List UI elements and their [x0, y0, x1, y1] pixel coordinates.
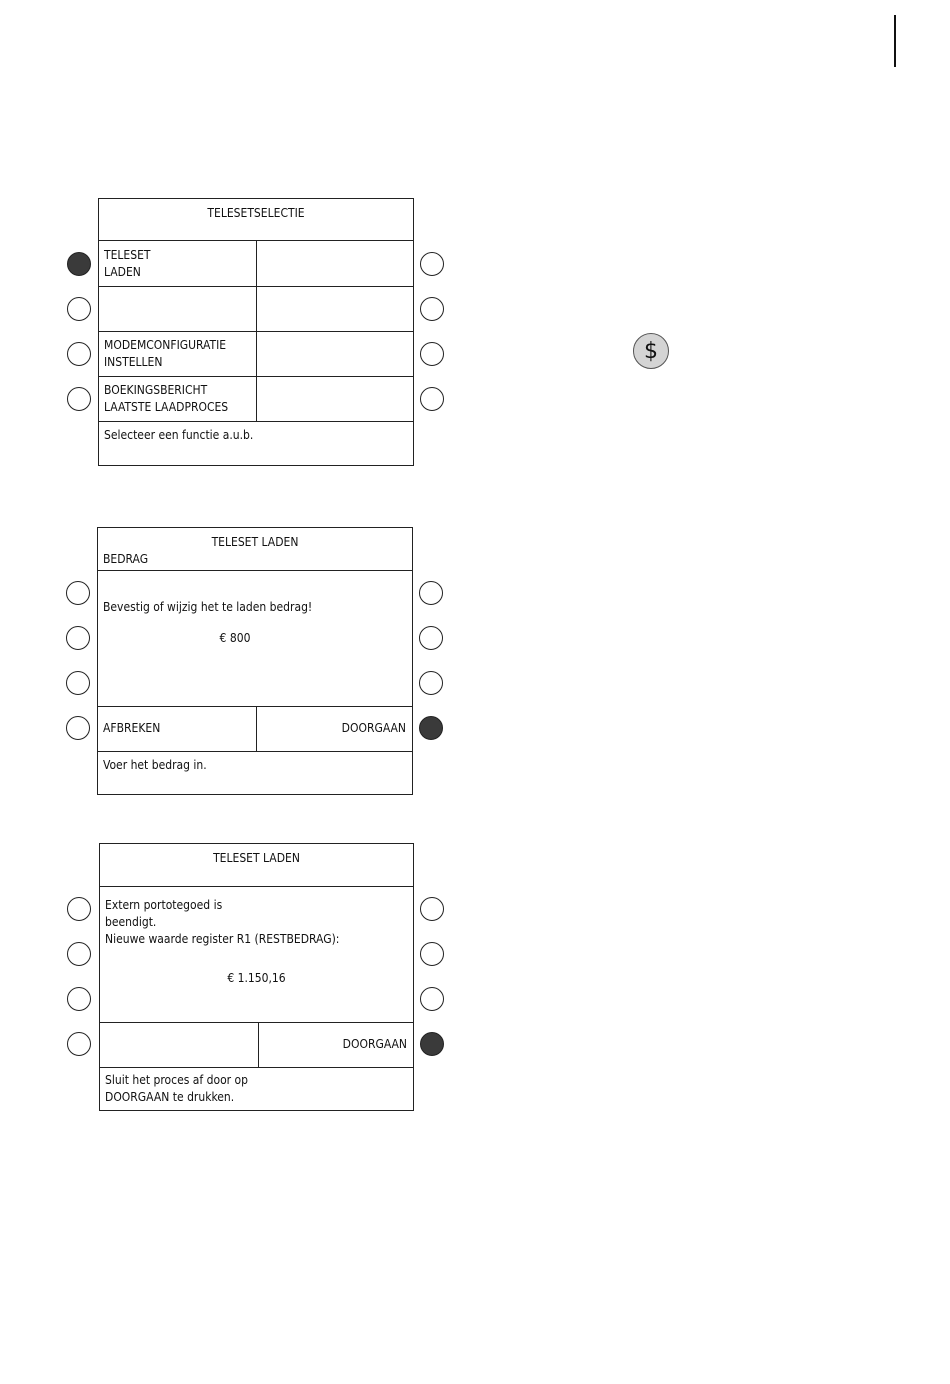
amount-value: € 800 — [219, 631, 251, 645]
amount-value: € 1.150,16 — [227, 971, 286, 985]
softkey-label-modemconfiguratie[interactable] — [104, 337, 254, 371]
right-softkey-2[interactable] — [419, 626, 443, 650]
label-line: BOEKINGSBERICHT — [104, 383, 208, 397]
right-softkey-2[interactable] — [420, 942, 444, 966]
cancel-action-label[interactable]: AFBREKEN — [103, 721, 161, 735]
right-softkey-3[interactable] — [420, 987, 444, 1011]
right-softkey-4[interactable] — [419, 716, 443, 740]
right-softkey-4[interactable] — [420, 1032, 444, 1056]
label-line: TELESET — [104, 248, 151, 262]
left-softkey-3[interactable] — [67, 987, 91, 1011]
status-line: DOORGAAN te drukken. — [105, 1090, 235, 1104]
left-softkey-1[interactable] — [67, 897, 91, 921]
status-line: Sluit het proces af door op — [105, 1073, 248, 1087]
message-line: beendigt. — [105, 915, 157, 929]
left-softkey-3[interactable] — [67, 342, 91, 366]
left-softkey-1[interactable] — [67, 252, 91, 276]
screen-teleset-selection — [98, 198, 414, 466]
right-softkey-1[interactable] — [420, 897, 444, 921]
left-softkey-4[interactable] — [67, 387, 91, 411]
softkey-label-boekingsbericht[interactable] — [104, 382, 254, 416]
left-softkey-1[interactable] — [66, 581, 90, 605]
status-message: Selecteer een functie a.u.b. — [104, 428, 254, 442]
left-softkey-3[interactable] — [66, 671, 90, 695]
left-softkey-2[interactable] — [66, 626, 90, 650]
softkey-label-teleset-laden[interactable] — [104, 247, 254, 281]
right-softkey-1[interactable] — [419, 581, 443, 605]
right-softkey-4[interactable] — [420, 387, 444, 411]
left-softkey-2[interactable] — [67, 942, 91, 966]
label-line: MODEMCONFIGURATIE — [104, 338, 227, 352]
label-line: LADEN — [104, 265, 141, 279]
screen-title: TELESETSELECTIE — [207, 206, 305, 220]
right-softkey-3[interactable] — [420, 342, 444, 366]
screen-subtitle: BEDRAG — [103, 552, 149, 566]
right-softkey-2[interactable] — [420, 297, 444, 321]
label-line: INSTELLEN — [104, 355, 163, 369]
message-line: Extern portotegoed is — [105, 898, 223, 912]
right-softkey-1[interactable] — [420, 252, 444, 276]
status-message: Voer het bedrag in. — [103, 758, 207, 772]
left-softkey-4[interactable] — [67, 1032, 91, 1056]
screen-title: TELESET LADEN — [211, 535, 299, 549]
prompt-text: Bevestig of wijzig het te laden bedrag! — [103, 600, 313, 614]
right-softkey-3[interactable] — [419, 671, 443, 695]
continue-action-label[interactable]: DOORGAAN — [342, 1037, 407, 1051]
page-edge-marker — [894, 15, 896, 67]
continue-action-label[interactable]: DOORGAAN — [341, 721, 406, 735]
screen-teleset-laden-result — [99, 843, 414, 1111]
message-text — [105, 897, 410, 948]
left-softkey-2[interactable] — [67, 297, 91, 321]
left-softkey-4[interactable] — [66, 716, 90, 740]
screen-teleset-laden-bedrag — [97, 527, 413, 795]
status-message — [105, 1072, 405, 1106]
label-line: LAATSTE LAADPROCES — [104, 400, 229, 414]
message-line: Nieuwe waarde register R1 (RESTBEDRAG): — [105, 932, 340, 946]
screen-title: TELESET LADEN — [213, 851, 300, 865]
dollar-key-icon[interactable]: $ — [633, 333, 669, 369]
